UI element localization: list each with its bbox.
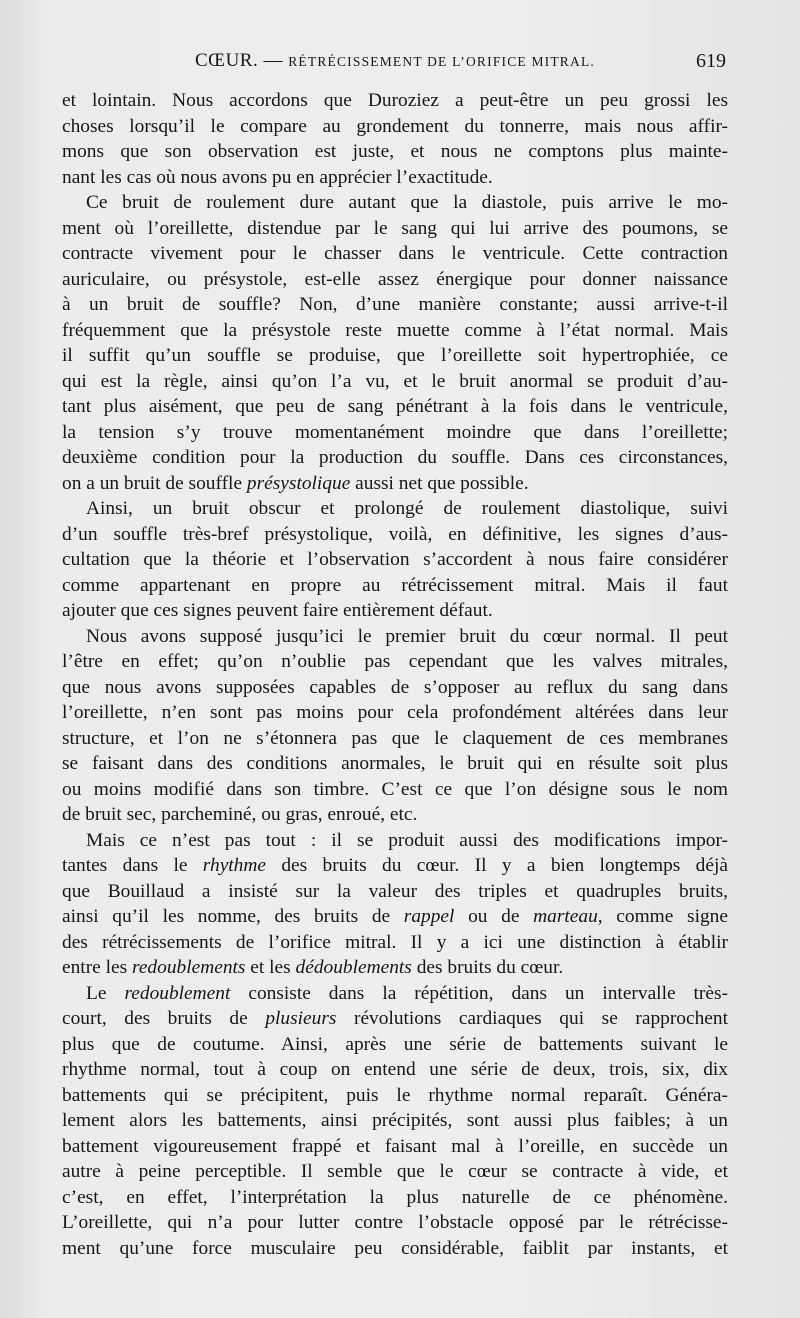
running-title-subtitle: RÉTRÉCISSEMENT DE L’ORIFICE MITRAL. xyxy=(288,54,595,69)
text-line xyxy=(62,1159,728,1185)
text-line xyxy=(62,445,728,471)
text-line xyxy=(62,216,728,242)
line-text: aussi net que possible. xyxy=(350,472,529,494)
line-text: et lointain. Nous accordons que Duroziez a peut-être un peu grossi les xyxy=(62,90,728,111)
line-text: que nous avons supposées capables de s’opposer au reflux du sang dans xyxy=(62,676,728,698)
line-text: des bruits du cœur. Il y a bien longtemps déjà xyxy=(266,855,728,876)
text-line xyxy=(62,1236,728,1262)
line-text: structure, et l’on ne s’étonnera pas que le claquement de ces membranes xyxy=(62,727,728,749)
text-line xyxy=(62,751,728,777)
page-number: 619 xyxy=(696,50,726,72)
text-line xyxy=(62,777,728,803)
italic-term: rhythme xyxy=(202,855,266,876)
text-line xyxy=(62,930,728,956)
text-line xyxy=(62,1006,728,1032)
line-text: L’oreillette, qui n’a pour lutter contre l’obstacle opposé par le rétrécisse- xyxy=(62,1212,728,1233)
line-text: choses lorsqu’il le compare au grondement du tonnerre, mais nous affir- xyxy=(62,115,728,137)
text-line xyxy=(62,828,728,854)
text-line xyxy=(62,1210,728,1236)
text-line xyxy=(62,318,728,344)
line-text: des bruits du cœur. xyxy=(411,957,564,978)
text-line xyxy=(62,1108,728,1134)
line-text: Ce bruit de roulement dure autant que la diastole, puis arrive le mo- xyxy=(86,192,728,213)
line-text: d’un souffle très-bref présystolique, voilà, en définitive, les signes d’aus- xyxy=(62,523,728,545)
line-text: ment qu’une force musculaire peu considérable, faiblit par instants, et xyxy=(62,1237,728,1259)
line-text: nant les cas où nous avons pu en apprécier l’exactitude. xyxy=(62,166,493,188)
line-text: l’être en effet; qu’on n’oublie pas cependant que les valves mitrales, xyxy=(62,651,728,672)
line-text: se faisant dans des conditions anormales, le bruit qui en résulte soit plus xyxy=(62,753,728,774)
line-text: entre les xyxy=(62,957,128,978)
line-text: autre à peine perceptible. Il semble que le cœur se contracte à vide, et xyxy=(62,1161,728,1182)
running-title xyxy=(62,50,728,72)
line-text: la tension s’y trouve momentanément moindre que dans l’oreillette; xyxy=(62,421,728,443)
text-line xyxy=(62,573,728,599)
line-text: battement vigoureusement frappé et faisant mal à l’oreille, en succède un xyxy=(62,1135,728,1157)
text-line xyxy=(62,165,728,191)
line-text: on a un bruit de souffle xyxy=(62,472,243,494)
line-text: ou moins modifié dans son timbre. C’est ce que l’on désigne sous le nom xyxy=(62,778,728,800)
line-text: qui est la règle, ainsi qu’on l’a vu, et le bruit anormal se produit d’au- xyxy=(62,370,728,392)
italic-term: dédoublements xyxy=(295,957,412,978)
text-line xyxy=(62,547,728,573)
line-text: comme appartenant en propre au rétrécissement mitral. Mais il faut xyxy=(62,574,728,596)
line-text: il suffit qu’un souffle se produise, que l’oreillette soit hypertrophiée, ce xyxy=(62,345,728,366)
line-text: que Bouillaud a insisté sur la valeur des triples et quadruples bruits, xyxy=(62,880,728,902)
line-text: battements qui se précipitent, puis le rhythme normal reparaît. Généra- xyxy=(62,1084,728,1106)
italic-term: marteau xyxy=(533,906,598,927)
line-text: tant plus aisément, que peu de sang pénétrant à la fois dans le ventricule, xyxy=(62,396,728,417)
text-line xyxy=(62,675,728,701)
text-line xyxy=(62,522,728,548)
line-text: lement alors les battements, ainsi précipités, sont aussi plus faibles; à un xyxy=(62,1110,728,1131)
text-line xyxy=(62,598,728,624)
line-text: des rétrécissements de l’orifice mitral. Il y a ici une distinction à établir xyxy=(62,931,728,953)
text-line xyxy=(62,624,728,650)
text-line xyxy=(62,802,728,828)
text-line xyxy=(62,139,728,165)
line-text: ainsi qu’il les nomme, des bruits de xyxy=(62,906,391,927)
text-line xyxy=(62,394,728,420)
line-text: court, des bruits de xyxy=(62,1008,248,1029)
line-text: révolutions cardiaques qui se rapprochent xyxy=(336,1008,728,1029)
line-text: Le xyxy=(86,982,107,1004)
running-title-main: CŒUR. — xyxy=(195,50,283,71)
text-line xyxy=(62,726,728,752)
italic-term: rappel xyxy=(403,906,455,927)
line-text: à un bruit de souffle? Non, d’une manière constante; aussi arrive-t-il xyxy=(62,294,728,315)
text-line xyxy=(62,955,728,981)
line-text: plus que de coutume. Ainsi, après une série de battements suivant le xyxy=(62,1033,728,1055)
line-text: , comme signe xyxy=(597,906,728,927)
text-line xyxy=(62,88,728,114)
running-header xyxy=(62,50,728,80)
line-text: ajouter que ces signes peuvent faire entièrement défaut. xyxy=(62,600,493,621)
text-line xyxy=(62,241,728,267)
line-text: ment où l’oreillette, distendue par le sang qui lui arrive des poumons, se xyxy=(62,217,728,239)
line-text: consiste dans la répétition, dans un intervalle très- xyxy=(230,982,728,1004)
line-text: deuxième condition pour la production du souffle. Dans ces circonstances, xyxy=(62,447,728,468)
line-text: tantes dans le xyxy=(62,855,188,876)
text-line xyxy=(62,114,728,140)
line-text: Ainsi, un bruit obscur et prolongé de roulement diastolique, suivi xyxy=(86,498,728,519)
line-text: ou de xyxy=(454,906,534,927)
text-line xyxy=(62,1083,728,1109)
text-line xyxy=(62,496,728,522)
line-text: mons que son observation est juste, et nous ne comptons plus mainte- xyxy=(62,141,728,162)
line-text: de bruit sec, parcheminé, ou gras, enroué, etc. xyxy=(62,804,418,825)
text-line xyxy=(62,292,728,318)
line-text: cultation que la théorie et l’observation s’accordent à nous faire considérer xyxy=(62,549,728,570)
line-text: c’est, en effet, l’interprétation la plus naturelle de ce phénomène. xyxy=(62,1186,728,1208)
text-line xyxy=(62,700,728,726)
text-line xyxy=(62,904,728,930)
text-line xyxy=(62,369,728,395)
text-line xyxy=(62,1134,728,1160)
text-line xyxy=(62,1032,728,1058)
text-line xyxy=(62,1057,728,1083)
italic-term: redoublements xyxy=(132,957,246,978)
line-text: Nous avons supposé jusqu’ici le premier bruit du cœur normal. Il peut xyxy=(86,625,728,647)
text-line xyxy=(62,267,728,293)
text-line xyxy=(62,471,728,497)
text-line xyxy=(62,853,728,879)
line-text: rhythme normal, tout à coup on entend une série de deux, trois, six, dix xyxy=(62,1059,728,1080)
text-line xyxy=(62,879,728,905)
text-line xyxy=(62,343,728,369)
text-line xyxy=(62,1185,728,1211)
body-text xyxy=(62,88,728,1261)
line-text: fréquemment que la présystole reste muette comme à l’état normal. Mais xyxy=(62,319,728,341)
line-text: l’oreillette, n’en sont pas moins pour cela profondément altérées dans leur xyxy=(62,702,728,723)
line-text: et les xyxy=(245,957,296,978)
text-line xyxy=(62,190,728,216)
italic-term: présystolique xyxy=(246,472,351,494)
italic-term: plusieurs xyxy=(265,1008,337,1029)
text-line xyxy=(62,649,728,675)
line-text: auriculaire, ou présystole, est-elle assez énergique pour donner naissance xyxy=(62,268,728,290)
italic-term: redoublement xyxy=(124,982,231,1004)
text-line xyxy=(62,420,728,446)
line-text: Mais ce n’est pas tout : il se produit aussi des modifications impor- xyxy=(86,829,728,851)
text-line xyxy=(62,981,728,1007)
line-text: contracte vivement pour le chasser dans le ventricule. Cette contraction xyxy=(62,243,728,264)
